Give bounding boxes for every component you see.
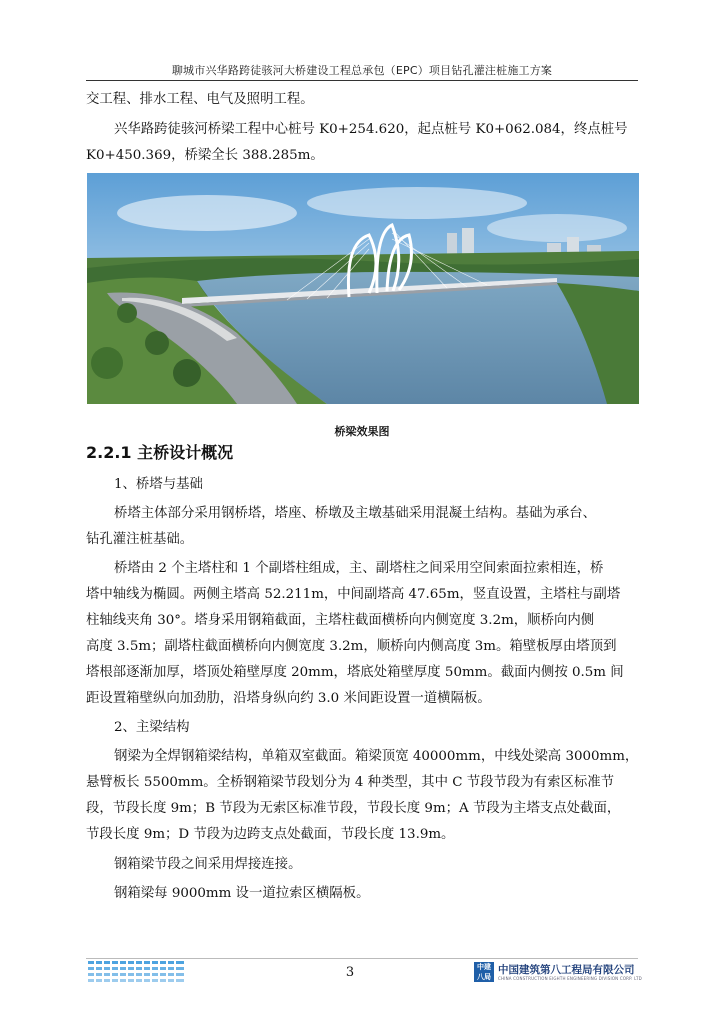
paragraph-intro-continued: 交工程、排水工程、电气及照明工程。	[86, 92, 314, 107]
bridge-rendering-image	[87, 173, 639, 404]
page-number: 3	[345, 965, 355, 980]
header-divider	[86, 80, 638, 81]
paragraph-tower-line1: 桥塔主体部分采用钢桥塔，塔座、桥墩及主墩基础采用混凝土结构。基础为承台、	[114, 506, 597, 521]
paragraph-tower-detail-line2: 塔中轴线为椭圆。两侧主塔高 52.211m，中间副塔高 47.65m，竖直设置，主塔柱与副塔	[86, 587, 621, 602]
paragraph-diaphragm: 钢箱梁每 9000mm 设一道拉索区横隔板。	[114, 886, 370, 901]
company-name-cn: 中国建筑第八工程局有限公司	[498, 964, 635, 976]
paragraph-welding: 钢箱梁节段之间采用焊接连接。	[114, 857, 302, 872]
paragraph-girder-line4: 节段长度 9m；D 节段为边跨支点处截面，节段长度 13.9m。	[86, 827, 455, 842]
footer-decoration-pattern	[88, 961, 184, 983]
paragraph-tower-detail-line3: 柱轴线夹角 30°。塔身采用钢箱截面，主塔柱截面横桥向内侧宽度 3.2m，顺桥向内侧	[86, 613, 595, 628]
paragraph-girder-line1: 钢梁为全焊钢箱梁结构，单箱双室截面。箱梁顶宽 40000mm，中线处梁高 3000mm，	[114, 749, 639, 764]
paragraph-tower-detail-line4: 高度 3.5m；副塔柱截面横桥向内侧宽度 3.2m，顺桥向内侧高度 3m。箱壁板厚由塔顶到	[86, 639, 617, 654]
paragraph-girder-line2: 悬臂板长 5500mm。全桥钢箱梁节段划分为 4 种类型，其中 C 节段节段为有索区标准节	[86, 775, 615, 790]
figure-caption: 桥梁效果图	[334, 425, 390, 438]
paragraph-tower-detail-line5: 塔根部逐渐加厚，塔顶处箱壁厚度 20mm，塔底处箱壁厚度 50mm。截面内侧按 0.5m 间	[86, 665, 624, 680]
paragraph-tower-line2: 钻孔灌注桩基础。	[86, 532, 194, 547]
subheading-main-girder: 2、主梁结构	[114, 720, 190, 735]
paragraph-bridge-stations-line2: K0+450.369，桥梁全长 388.285m。	[86, 148, 324, 163]
company-name-en: CHINA CONSTRUCTION EIGHTH ENGINEERING DIVISION CORP. LTD	[498, 976, 642, 981]
footer-divider	[86, 958, 638, 959]
section-title: 2.2.1 主桥设计概况	[86, 443, 234, 462]
paragraph-tower-detail-line6: 距设置箱壁纵向加劲肋，沿塔身纵向约 3.0 米间距设置一道横隔板。	[86, 691, 491, 706]
paragraph-tower-detail-line1: 桥塔由 2 个主塔柱和 1 个副塔柱组成，主、副塔柱之间采用空间索面拉索相连，桥	[114, 561, 604, 576]
company-logo-mark-icon: 中建八局	[474, 962, 494, 982]
page-header: 聊城市兴华路跨徒骇河大桥建设工程总承包（EPC）项目钻孔灌注桩施工方案	[171, 64, 553, 77]
paragraph-bridge-stations-line1: 兴华路跨徒骇河桥梁工程中心桩号 K0+254.620，起点桩号 K0+062.084，终点桩号	[114, 122, 628, 137]
company-logo	[474, 962, 642, 986]
subheading-tower-foundation: 1、桥塔与基础	[114, 477, 203, 492]
paragraph-girder-line3: 段，节段长度 9m；B 节段为无索区标准节段，节段长度 9m；A 节段为主塔支点处截面，	[86, 801, 621, 816]
